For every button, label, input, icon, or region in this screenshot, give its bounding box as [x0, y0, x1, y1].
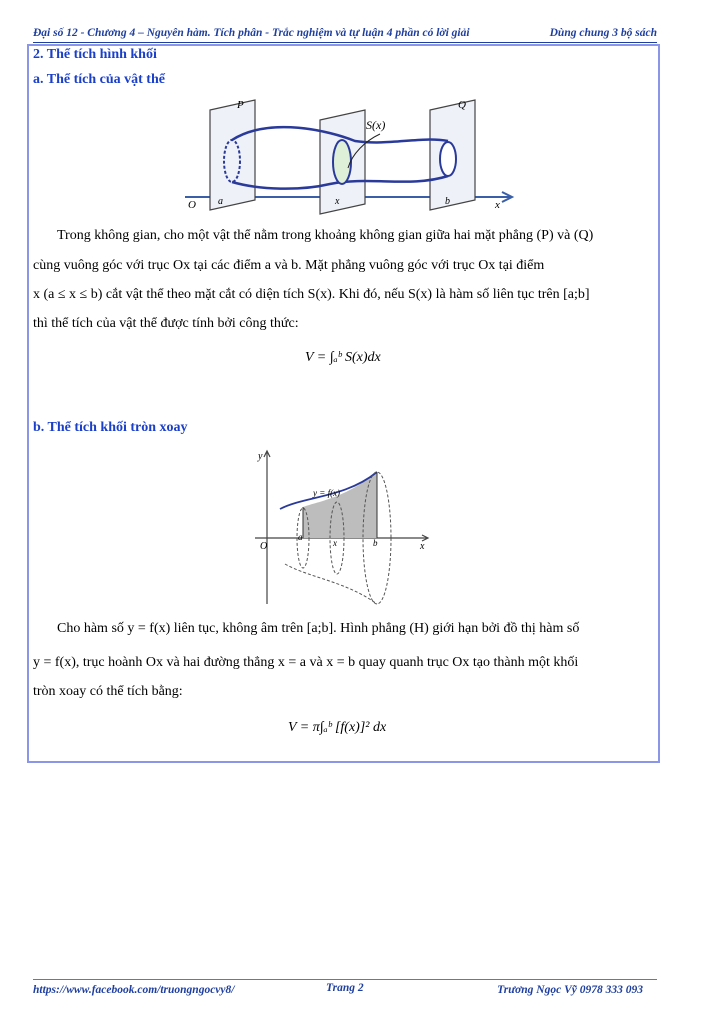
footer-divider [33, 979, 657, 980]
label-q: Q [458, 99, 466, 111]
revolution-figure [245, 446, 435, 606]
label-y: y [258, 451, 263, 462]
para-a-line-4: thì thể tích của vật thể được tính bởi công thức: [33, 316, 299, 331]
footer-link[interactable]: https://www.facebook.com/truongngocvy8/ [33, 984, 235, 996]
header-divider [33, 42, 657, 43]
header-right: Dùng chung 3 bộ sách [549, 27, 657, 39]
label-sx: S(x) [366, 118, 386, 132]
label-x: x [333, 538, 337, 548]
label-axis-x: x [495, 199, 500, 211]
label-o: O [188, 199, 196, 211]
label-a: a [298, 532, 303, 542]
cross-section [333, 140, 351, 184]
para-a-line-2: cùng vuông góc với trục Ox tại các điểm a và b. Mặt phẳng vuông góc với trục Ox tại điểm [33, 258, 545, 273]
solid-figure [180, 96, 520, 216]
section-title: 2. Thể tích hình khối [33, 47, 157, 62]
formula-revolution: V = π∫ₐᵇ [f(x)]² dx [288, 720, 387, 735]
page-number: Trang 2 [326, 982, 364, 994]
label-p: P [237, 99, 244, 111]
label-o: O [260, 541, 268, 552]
label-x: x [335, 196, 340, 207]
subsection-a-title: a. Thể tích của vật thể [33, 72, 165, 87]
para-b-line-2: y = f(x), trục hoành Ox và hai đường thẳng x = a và x = b quay quanh trục Ox tạo thành một khối [33, 655, 579, 670]
para-b-line-1: Cho hàm số y = f(x) liên tục, không âm trên [a;b]. Hình phẳng (H) giới hạn bởi đồ thị hàm số [57, 621, 580, 636]
formula-volume: V = ∫ₐᵇ S(x)dx [305, 350, 381, 365]
label-a: a [218, 196, 223, 207]
para-a-line-1: Trong không gian, cho một vật thể nằm trong khoảng không gian giữa hai mặt phẳng (P) và (Q) [57, 228, 594, 243]
para-a-line-3: x (a ≤ x ≤ b) cắt vật thể theo mặt cắt có diện tích S(x). Khi đó, nếu S(x) là hàm số liên tục trên [a;b] [33, 287, 590, 302]
plane-p [210, 100, 255, 210]
label-b: b [445, 196, 450, 207]
label-fx: y = f(x) [313, 488, 341, 498]
subsection-b-title: b. Thể tích khối tròn xoay [33, 420, 188, 435]
label-b: b [373, 538, 378, 548]
header-left: Đại số 12 - Chương 4 – Nguyên hàm. Tích phân - Trắc nghiệm và tự luận 4 phần có lời giải [33, 27, 470, 39]
para-b-line-3: tròn xoay có thể tích bằng: [33, 684, 183, 699]
footer-author: Trương Ngọc Vỹ 0978 333 093 [497, 984, 643, 996]
label-axis-x: x [420, 541, 425, 552]
